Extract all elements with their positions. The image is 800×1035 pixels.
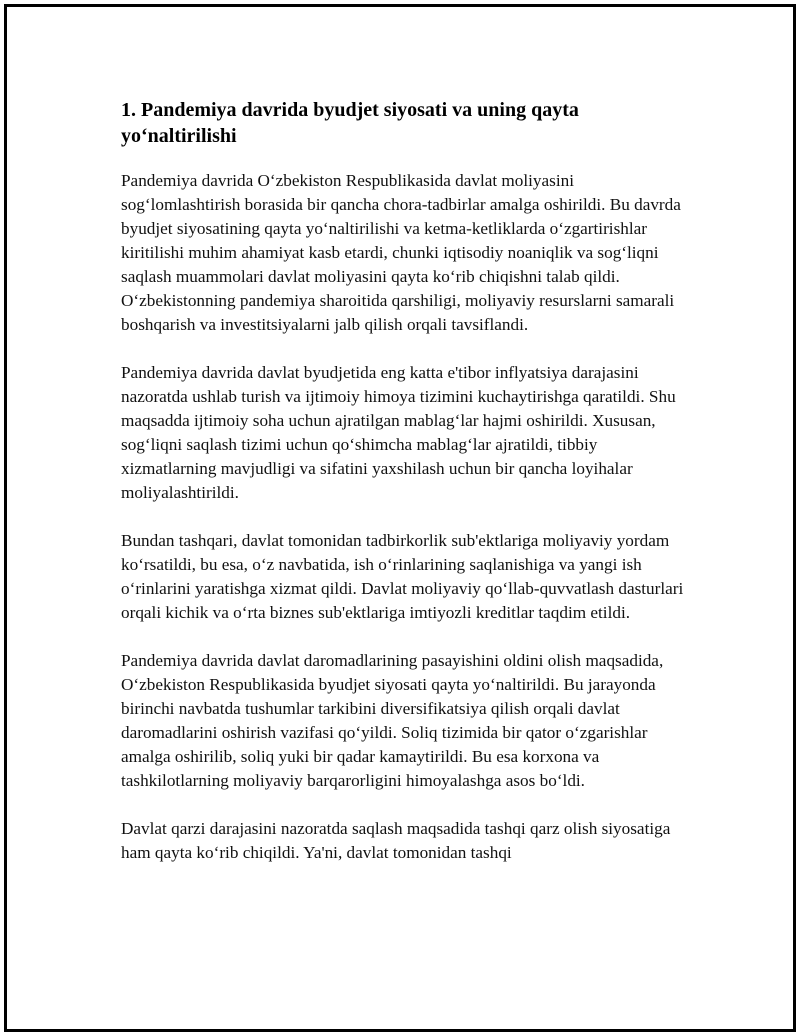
paragraph-3: Bundan tashqari, davlat tomonidan tadbirkorlik sub'ektlariga moliyaviy yordam ko‘rsatildi, bu esa, o‘z navbatida, ish o‘rinlarining saqlanishiga va yangi ish o‘rinlarini yaratishga xizmat qildi. Davlat moliyaviy qo‘llab-quvvatlash dasturlari orqali kichik va o‘rta biznes sub'ektlariga imtiyozli kreditlar taqdim etildi. [121, 531, 684, 622]
paragraph-2: Pandemiya davrida davlat byudjetida eng katta e'tibor inflyatsiya darajasini nazoratda ushlab turish va ijtimoiy himoya tizimini kuchaytirishga qaratildi. Shu maqsadda ijtimoiy soha uchun ajratilgan mablag‘lar hajmi oshirildi. Xususan, sog‘liqni saqlash tizimi uchun qo‘shimcha mablag‘lar ajratildi, tibbiy xizmatlarning mavjudligi va sifatini yaxshilash uchun bir qancha loyihalar moliyalashtirildi. [121, 363, 676, 502]
document-page [4, 4, 796, 1032]
paragraph-4: Pandemiya davrida davlat daromadlarining pasayishini oldini olish maqsadida, O‘zbekiston Respublikasida byudjet siyosati qayta yo‘naltirildi. Bu jarayonda birinchi navbatda tushumlar tarkibini diversifikatsiya qilish orqali davlat daromadlarini oshirish vazifasi qo‘yildi. Soliq tizimida bir qator o‘zgarishlar amalga oshirilib, soliq yuki bir qadar kamaytirildi. Bu esa korxona va tashkilotlarning moliyaviy barqarorligini himoyalashga asos bo‘ldi. [121, 651, 664, 790]
paragraph-1: Pandemiya davrida O‘zbekiston Respublikasida davlat moliyasini sog‘lomlashtirish borasida bir qancha chora-tadbirlar amalga oshirildi. Bu davrda byudjet siyosatining qayta yo‘naltirilishi va ketma-ketliklarda o‘zgartirishlar kiritilishi muhim ahamiyat kasb etardi, chunki iqtisodiy noaniqlik va sog‘liqni saqlash muammolari davlat moliyasini qayta ko‘rib chiqishni talab qildi. O‘zbekistonning pandemiya sharoitida qarshiligi, moliyaviy resurslarni samarali boshqarish va investitsiyalarni jalb qilish orqali tavsiflandi. [121, 171, 681, 334]
paragraph-5: Davlat qarzi darajasini nazoratda saqlash maqsadida tashqi qarz olish siyosatiga ham qayta ko‘rib chiqildi. Ya'ni, davlat tomonidan tashqi [121, 819, 671, 862]
document-content [121, 97, 691, 889]
section-heading: 1. Pandemiya davrida byudjet siyosati va uning qayta yo‘naltirilishi [121, 99, 579, 147]
